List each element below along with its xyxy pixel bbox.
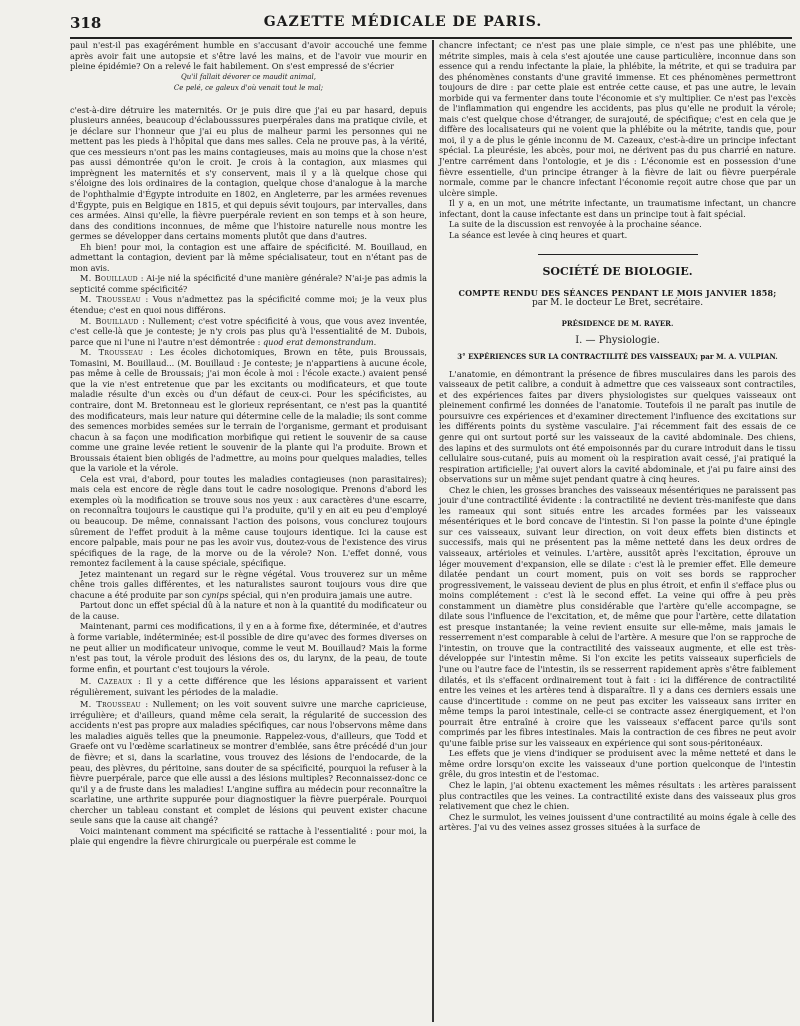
speaker-paragraph bbox=[70, 273, 427, 294]
speaker-paragraph bbox=[70, 294, 427, 315]
paragraph: Maintenant, parmi ces modifications, il y en a à forme fixe, déterminée, et d'autres à forme variable, indéterminée; est-il possible de dire qu'avec des formes diverses on ne peut allier un modificateur univoque, comme le veut M. Bouillaud? Mais la forme n'est pas tout, la vérole produit des lésions des os, du larynx, de la peau, de toute forme enfin, et pourtant c'est toujours la vérole. bbox=[70, 621, 427, 674]
speaker-name: M. Trousseau bbox=[80, 294, 141, 305]
speaker-paragraph bbox=[70, 699, 427, 826]
paragraph: Voici maintenant comment ma spécificité se rattache à l'essentialité : pour moi, la plaie qui engendre la fièvre chirurgicale ou puerpérale est comme le bbox=[70, 825, 427, 847]
paragraph: paul n'est-il pas exagérément humble en s'accusant d'avoir accouché une femme après avoir fait une autopsie et s'être lavé les mains, et de l'avoir vue mourir en pleine épidémie? On a relevé le fait habilement. On s'est empressé de s'écrier bbox=[70, 40, 427, 72]
section-title: I. — Physiologie. bbox=[575, 334, 660, 346]
paragraph-text: spécial, qui n'en produira jamais une autre. bbox=[228, 589, 413, 600]
paragraph: Les effets que je viens d'indiquer se produisent avec la même netteté et dans le même ordre lorsqu'on excite les vaisseaux d'une portion quelconque de l'intestin grêle, du gros intestin et de l'estomac. bbox=[439, 748, 796, 780]
paragraph: Chez le lapin, j'ai obtenu exactement les mêmes résultats : les artères paraissent plus contractiles que les veines. La contractilité existe dans des vaisseaux plus gros relativement que chez le chien. bbox=[439, 780, 796, 812]
page-header bbox=[14, 10, 792, 32]
speaker-name: M. Cazeaux bbox=[80, 676, 133, 687]
verse-quote-line: Ce pelé, ce galeux d'où venait tout le mal; bbox=[173, 83, 324, 92]
running-title: GAZETTE MÉDICALE DE PARIS. bbox=[263, 14, 543, 30]
italic-term: cynips bbox=[202, 589, 229, 600]
speech-text: : Vous n'admettez pas la spécificité comme moi; je la veux plus étendue; c'est en quoi nous différons. bbox=[70, 294, 428, 316]
speech-text: : Il y a cette différence que les lésions apparaissent et varient régulièrement, suivant les périodes de la maladie. bbox=[70, 676, 427, 697]
article-title: 3° EXPÉRIENCES SUR LA CONTRACTILITÉ DES VAISSEAUX; par M. A. VULPIAN. bbox=[457, 352, 778, 362]
speaker-paragraph bbox=[70, 316, 427, 348]
presidence-line: PRÉSIDENCE DE M. RAYER. bbox=[561, 319, 674, 329]
paragraph: Chez le surmulot, les veines jouissent d'une contractilité au moins égale à celle des artères. J'ai vu des veines assez grosses situées à la surface de bbox=[439, 811, 796, 833]
paragraph: Partout donc un effet spécial dû à la nature et non à la quantité du modificateur ou de la cause. bbox=[70, 600, 427, 621]
paragraph: c'est-à-dire détruire les maternités. Or je puis dire que j'ai eu par hasard, depuis plusieurs années, beaucoup d'éclabousssures puerpérales dans ma pratique civile, et je déclare sur l'honneur que j'ai eu plus de malheur parmi les personnes qui ne mettent pas les pieds à l'hôpital que dans mes salles. Cela ne prouve pas, à la vérité, que ces messieurs n'ont pas les mains contagieuses, mais au moins que la chose n'est pas aussi démontrée qu'on le croit. Je crois à la contagion, aux miasmes qui imprègnent les maternités et s'y conservent, mais il y a là quelque chose qui s'éloigne des lois ordinaires de la contagion, quelque chose d'analogue à la marche de l'ophthalmie d'Égypte introduite en 1802, en Angleterre, par les armées revenues d'Égypte, puis en Belgique en 1815, et qui depuis sévit toujours, par intervalles, dans ces armées. Ainsi qu'elle, la fièvre puerpérale revient en son temps et à son heure, dans des conditions inconnues, de même que l'histoire naturelle nous montre les germes se développer dans certains moments plutôt que dans d'autres. bbox=[70, 104, 427, 242]
text-columns bbox=[70, 40, 796, 1022]
speaker-name: M. Trousseau bbox=[80, 347, 144, 358]
speech-text: : Les écoles dichotomiques, Brown en tête, puis Broussais, Tomasini, M. Bouillaud... (M. Bouillaud : Je conteste; je n'appartiens à aucune école, pas même à celle de Broussais; j'ai mon école à moi : l'école exacte.) avaient pensé que la vie n'est entretenue que par les excitants ou modificateurs, et que toute maladie résulte d'un excès ou d'un défaut de ceux-ci. Pour les spécificistes, au contraire, dont M. Bretonneau est le glorieux représentant, ce n'est pas la quantité des modificateurs, mais leur nature qui détermine celle de la maladie; ils sont comme des semences morbides semées sur le terrain de l'organisme, germant et produisant chacun à sa façon une modification morbifique qui retient le souvenir de sa cause comme une graine levée retient le souvenir de la plante qui l'a produite. Brown et Broussais étaient bien obligés de l'admettre, au moins pour quelques maladies, telles que la variole et la vérole. bbox=[70, 347, 427, 474]
left-column bbox=[70, 40, 432, 1022]
speaker-paragraph bbox=[70, 676, 427, 697]
paragraph-text: Jetez maintenant un regard sur le règne végétal. Vous trouverez sur un même chêne trois galles différentes, et les naturalistes sauront toujours vous dire que chacune a été produite par son bbox=[70, 568, 427, 600]
page-number: 318 bbox=[70, 14, 102, 32]
header-rule bbox=[70, 37, 792, 39]
paragraph: chancre infectant; ce n'est pas une plaie simple, ce n'est pas une phlébite, une métrite simples, mais à cela s'est ajoutée une cause particulière, inconnue dans son essence qui a rendu infectante la plaie, la phlébite, la métrite, et qui se traduira par des phénomènes constants d'une gravité immense. Et ces phénomènes permettront toujours de dire : par cette plaie est entrée cette cause, et pas une autre, le levain morbide qui va fermenter dans toute l'économie et s'y multiplier. Ce n'est pas l'excès de l'inflammation qui engendre les accidents, pas plus qu'elle ne produit la vérole; mais c'est quelque chose d'étranger, de surajouté, de spécifique; c'est en cela que je diffère des localisateurs qui ne voient que la phlébite ou la métrite, tandis que, pour moi, il y a de plus le génie inconnu de M. Cazeaux, c'est-à-dire un principe infectant spécial. La pleurésie, les abcès, pour moi, ne dérivent pas du pus charrié en nature. J'entre carrément dans l'ontologie, et je dis : L'économie est en possession d'une fièvre essentielle, d'un principe étranger à la fièvre de lait ou fièvre puerpérale normale, comme par le chancre infectant l'économie reçoit autre chose que par un ulcère simple. bbox=[439, 40, 796, 198]
speech-text: : Nullement; c'est votre spécificité à vous, que vous avez inventée, c'est celle-là que je conteste; je n'y crois pas plus qu'à l'essentialité de M. Dubois, parce que ni l'une ni l'autre n'est démontrée : bbox=[70, 315, 427, 347]
speaker-name: M. Trousseau bbox=[80, 699, 141, 710]
paragraph bbox=[70, 569, 427, 601]
speech-text: : Ai-je nié la spécificité d'une manière générale? N'ai-je pas admis la septicité comme spécificité? bbox=[70, 273, 427, 294]
paragraph: Eh bien! pour moi, la contagion est une affaire de spécificité. M. Bouillaud, en admettant la contagion, devient par là même spécialisateur, tout en n'étant pas de mon avis. bbox=[70, 241, 427, 273]
section-divider bbox=[538, 254, 698, 255]
speaker-name: M. Bouillaud bbox=[80, 273, 138, 284]
paragraph: Chez le chien, les grosses branches des vaisseaux mésentériques ne paraissent pas jouir d'une contractilité évidente : la contractilité ne devient très-manifeste que dans les rameaux qui sont situés entre les arcades formées par les vaisseaux mésentériques et le bord concave de l'intestin. Si l'on passe la pointe d'une épingle sur ces vaisseaux, suivant leur direction, on voit deux effets bien distincts et successifs, mais qui ne présentent pas la même netteté dans les deux ordres de vaisseaux, artérioles et veinules. L'artère, aussitôt après l'excitation, éprouve un léger mouvement d'expansion, elle se dilate : c'est là le premier effet. Elle demeure dilatée pendant un court moment, puis on voit ses bords se rapprocher progressivement, le vaisseau devient de plus en plus étroit, et enfin il s'efface plus ou moins complétement : c'est là le second effet. La veine qui offre à peu près constamment un diamètre plus considérable que l'artère qu'elle accompagne, se dilate sous l'influence de l'excitation, et, de même que pour l'artère, cette dilatation est presque instantanée; la veine revient ensuite sur elle-même, mais jamais le resserrement n'est comparable à celui de l'artère. A mesure que l'on se rapproche de l'intestin, on trouve que la contractilité des vaisseaux augmente, et elle est très-développée sur l'intestin même. Si l'on excite les petits vaisseaux superficiels de l'une ou l'autre face de l'intestin, ils se resserrent rapidement après s'être faiblement dilatés, et ils s'effacent ordinairement tout à fait : ici la différence de contractilité entre les veines et les artères tend à disparaître. Il y a dans ces derniers essais une cause d'incertitude : comme on ne peut pas exciter les vaisseaux sans irriter en même temps la paroi intestinale, celle-ci se contracte assez énergiquement, et l'on pourrait être entraîné à croire que les vaisseaux s'effacent parce qu'ils sont comprimés par les fibres intestinales. Mais la contraction de ces fibres ne peut avoir qu'une faible prise sur les vaisseaux en expérience qui sont sous-péritonéaux. bbox=[439, 484, 796, 748]
paragraph: L'anatomie, en démontrant la présence de fibres musculaires dans les parois des vaisseaux de petit calibre, a conduit à admettre que ces vaisseaux sont contractiles, et des expériences faites par divers physiologistes sur quelques vaisseaux ont pleinement confirmé les données de l'anatomie. Toutefois il ne paraît pas inutile de poursuivre ces expériences et d'examiner directement l'influence des excitations sur les différents points du système vasculaire. J'ai récemment fait des essais de ce genre qui ont surtout porté sur les vaisseaux de la cavité abdominale. Des chiens, des lapins et des surmulots ont été empoisonnés par du curare introduit dans le tissu cellulaire sous-cutané, puis au moment où la respiration avait cessé, j'ai pratiqué la respiration artificielle; j'ai ouvert alors la cavité abdominale, et j'ai pu faire ainsi des observations sur un même sujet pendant quatre à cinq heures. bbox=[439, 368, 796, 485]
right-column bbox=[432, 40, 796, 1022]
speech-text: : Nullement; on les voit souvent suivre une marche capricieuse, irrégulière; et d'ailleurs, quand même cela serait, la régularité de succession des accidents n'est pas propre aux maladies spécifiques, car nous l'observons même dans les maladies aiguës telles que la pneumonie. Rappelez-vous, d'ailleurs, que Todd et Graefe ont vu l'œdème scarlatineux se montrer d'emblée, sans être précédé d'un jour de fièvre; et si, dans la scarlatine, vous trouvez des lésions de l'endocarde, de la peau, des plèvres, du péritoine, sans douter de sa spécificité, pourquoi la refuser à la fièvre puerpérale, parce que elle aussi a des lésions multiples? Reconnaissez-donc ce qu'il y a de fruste dans les maladies! L'angine suffira au médecin pour reconnaître la scarlatine, une arthrite suppurée pour diagnostiquer la fièvre puerpérale. Pourquoi chercher un tableau constant et complet de lésions qui peuvent exister chacune seule sans que la cause ait changé? bbox=[70, 699, 427, 826]
speaker-paragraph bbox=[70, 347, 427, 474]
latin-phrase: quod erat demonstrandum. bbox=[262, 336, 377, 347]
report-title: COMPTE RENDU DES SÉANCES PENDANT LE MOIS JANVIER 1858; bbox=[458, 287, 777, 298]
paragraph: Il y a, en un mot, une métrite infectante, un traumatisme infectant, un chancre infectant, dont la cause infectante est dans un principe tout à fait spécial. bbox=[439, 198, 796, 219]
paragraph: Cela est vrai, d'abord, pour toutes les maladies contagieuses (non parasitaires); mais cela est encore de règle dans tout le cadre nosologique. Prenons d'abord les exemples où la modification se trouve sous nos yeux : aux caractères d'une escarre, on reconnaîtra toujours le caustique qui l'a produite, qu'il y en ait eu peu d'employé ou beaucoup. De même, connaissant l'action des poisons, vous conclurez toujours sûrement de l'effet produit à la même cause toujours identique. Ici la cause est encore palpable, mais pour ne pas les avoir vus, doutez-vous de l'existence des virus spécifiques de la rage, de la morve ou de la vérole? Non. L'effet donné, vous remontez facilement à la cause spéciale, spécifique. bbox=[70, 473, 427, 569]
verse-quote-line: Qu'il fallait dévorer ce maudit animal, bbox=[181, 72, 316, 81]
speaker-name: M. Bouillaud bbox=[80, 315, 139, 326]
society-title: SOCIÉTÉ DE BIOLOGIE. bbox=[542, 265, 693, 279]
paragraph: La suite de la discussion est renvoyée à la prochaine séance. bbox=[449, 219, 702, 230]
report-secretary: par M. le docteur Le Bret, secrétaire. bbox=[531, 298, 704, 309]
paragraph: La séance est levée à cinq heures et quart. bbox=[449, 229, 628, 240]
